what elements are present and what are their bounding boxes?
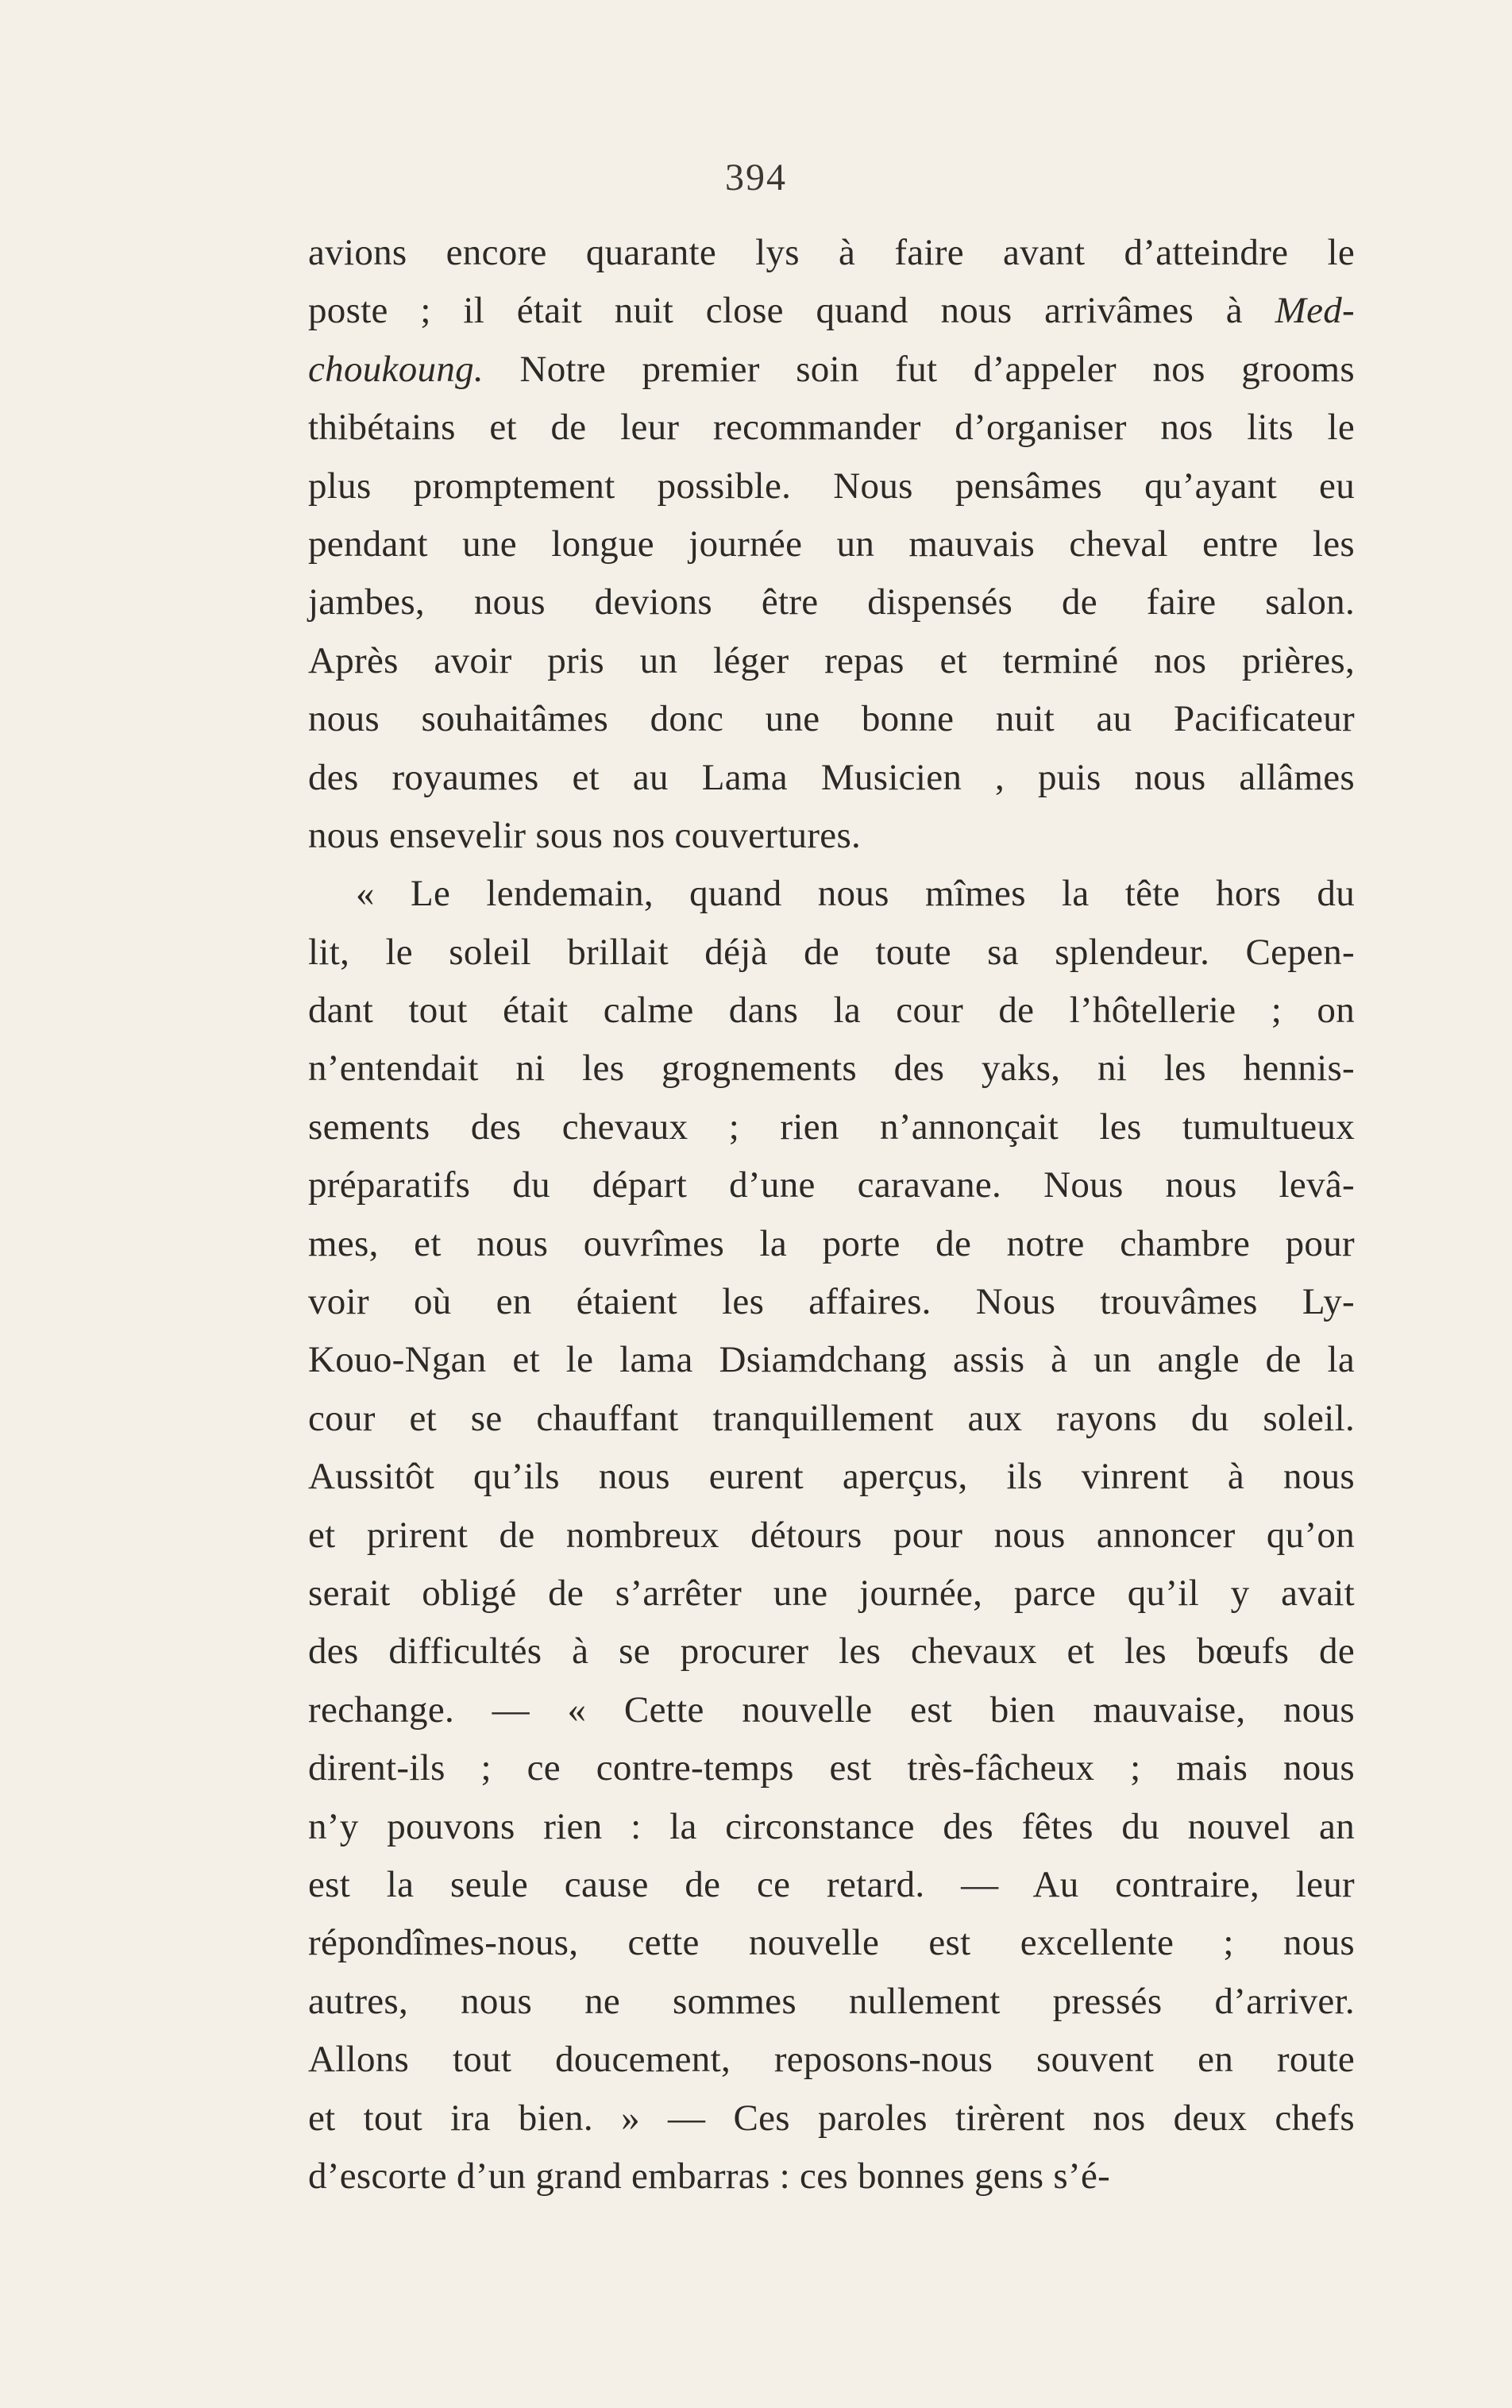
line-text: Kouo-Ngan et le lama Dsiamdchang assis à un angle de la [308, 1339, 1355, 1381]
text-line [308, 1390, 1355, 1448]
line-text: n’y pouvons rien : la circonstance des fêtes du nouvel an [308, 1805, 1355, 1847]
text-line [308, 515, 1355, 573]
line-text: d’escorte d’un grand embarras : ces bonnes gens s’é- [308, 2155, 1111, 2197]
line-text: mes, et nous ouvrîmes la porte de notre chambre pour [308, 1222, 1355, 1264]
text-line [308, 632, 1355, 690]
line-text: Après avoir pris un léger repas et terminé nos prières, [308, 639, 1355, 681]
italic-text: Med- [1275, 290, 1355, 332]
page-number: 394 [725, 156, 787, 199]
text-line [308, 1448, 1355, 1506]
line-text: voir où en étaient les affaires. Nous trouvâmes Ly- [308, 1281, 1355, 1323]
line-text: Allons tout doucement, reposons-nous souvent en route [308, 2039, 1355, 2081]
line-text: poste ; il était nuit close quand nous arrivâmes à [308, 290, 1275, 332]
text-line [308, 982, 1355, 1040]
line-text: des royaumes et au Lama Musicien , puis nous allâmes [308, 756, 1355, 798]
line-text: thibétains et de leur recommander d’organiser nos lits le [308, 407, 1355, 449]
body-text [308, 224, 1355, 2205]
line-text: nous ensevelir sous nos couvertures. [308, 814, 862, 856]
line-text: rechange. — « Cette nouvelle est bien mauvaise, nous [308, 1688, 1355, 1731]
line-text: des difficultés à se procurer les chevaux et les bœufs de [308, 1630, 1355, 1673]
text-line [308, 865, 1355, 923]
line-text: et prirent de nombreux détours pour nous annoncer qu’on [308, 1514, 1355, 1556]
text-line [308, 1040, 1355, 1098]
line-text: sements des chevaux ; rien n’annonçait les tumultueux [308, 1106, 1355, 1148]
line-text: jambes, nous devions être dispensés de faire salon. [308, 581, 1355, 623]
text-line [308, 2090, 1355, 2148]
text-line [308, 1215, 1355, 1273]
text-line [308, 282, 1355, 340]
text-line [308, 1565, 1355, 1623]
text-line [308, 573, 1355, 631]
text-line [308, 2148, 1355, 2205]
line-text: « Le lendemain, quand nous mîmes la tête hors du [356, 873, 1355, 915]
text-line [308, 1681, 1355, 1739]
line-text: dirent-ils ; ce contre-temps est très-fâcheux ; mais nous [308, 1747, 1355, 1789]
text-line [308, 1273, 1355, 1331]
text-line [308, 690, 1355, 748]
line-text: préparatifs du départ d’une caravane. Nous nous levâ- [308, 1164, 1355, 1206]
italic-text: choukoung. [308, 348, 484, 390]
text-line [308, 1623, 1355, 1681]
text-line [308, 1798, 1355, 1856]
text-line [308, 1739, 1355, 1797]
text-line [308, 341, 1355, 399]
text-line [308, 1156, 1355, 1214]
line-text: dant tout était calme dans la cour de l’hôtellerie ; on [308, 990, 1355, 1032]
text-line [308, 224, 1355, 282]
line-text: serait obligé de s’arrêter une journée, parce qu’il y avait [308, 1572, 1355, 1614]
text-line [308, 1507, 1355, 1565]
line-text: pendant une longue journée un mauvais cheval entre les [308, 523, 1355, 565]
text-line [308, 1973, 1355, 2031]
text-line [308, 1856, 1355, 1914]
text-line [308, 2031, 1355, 2089]
line-text: plus promptement possible. Nous pensâmes qu’ayant eu [308, 465, 1355, 507]
line-text: autres, nous ne sommes nullement pressés d’arriver. [308, 1980, 1355, 2022]
text-line [308, 399, 1355, 457]
line-text: Aussitôt qu’ils nous eurent aperçus, ils vinrent à nous [308, 1456, 1355, 1498]
line-text: nous souhaitâmes donc une bonne nuit au Pacificateur [308, 698, 1355, 740]
line-text: cour et se chauffant tranquillement aux rayons du soleil. [308, 1397, 1355, 1439]
text-line [308, 807, 1355, 865]
text-line [308, 457, 1355, 515]
line-text: n’entendait ni les grognements des yaks, ni les hennis- [308, 1048, 1355, 1090]
text-line [308, 1331, 1355, 1389]
line-text: avions encore quarante lys à faire avant d’atteindre le [308, 232, 1355, 273]
line-text: répondîmes-nous, cette nouvelle est excellente ; nous [308, 1922, 1355, 1964]
text-line [308, 1914, 1355, 1972]
text-line [308, 924, 1355, 982]
line-text: Notre premier soin fut d’appeler nos grooms [483, 348, 1355, 390]
line-text: lit, le soleil brillait déjà de toute sa splendeur. Cepen- [308, 931, 1355, 973]
line-text: et tout ira bien. » — Ces paroles tirèrent nos deux chefs [308, 2097, 1355, 2139]
text-line [308, 749, 1355, 807]
text-line [308, 1098, 1355, 1156]
line-text: est la seule cause de ce retard. — Au contraire, leur [308, 1863, 1355, 1905]
